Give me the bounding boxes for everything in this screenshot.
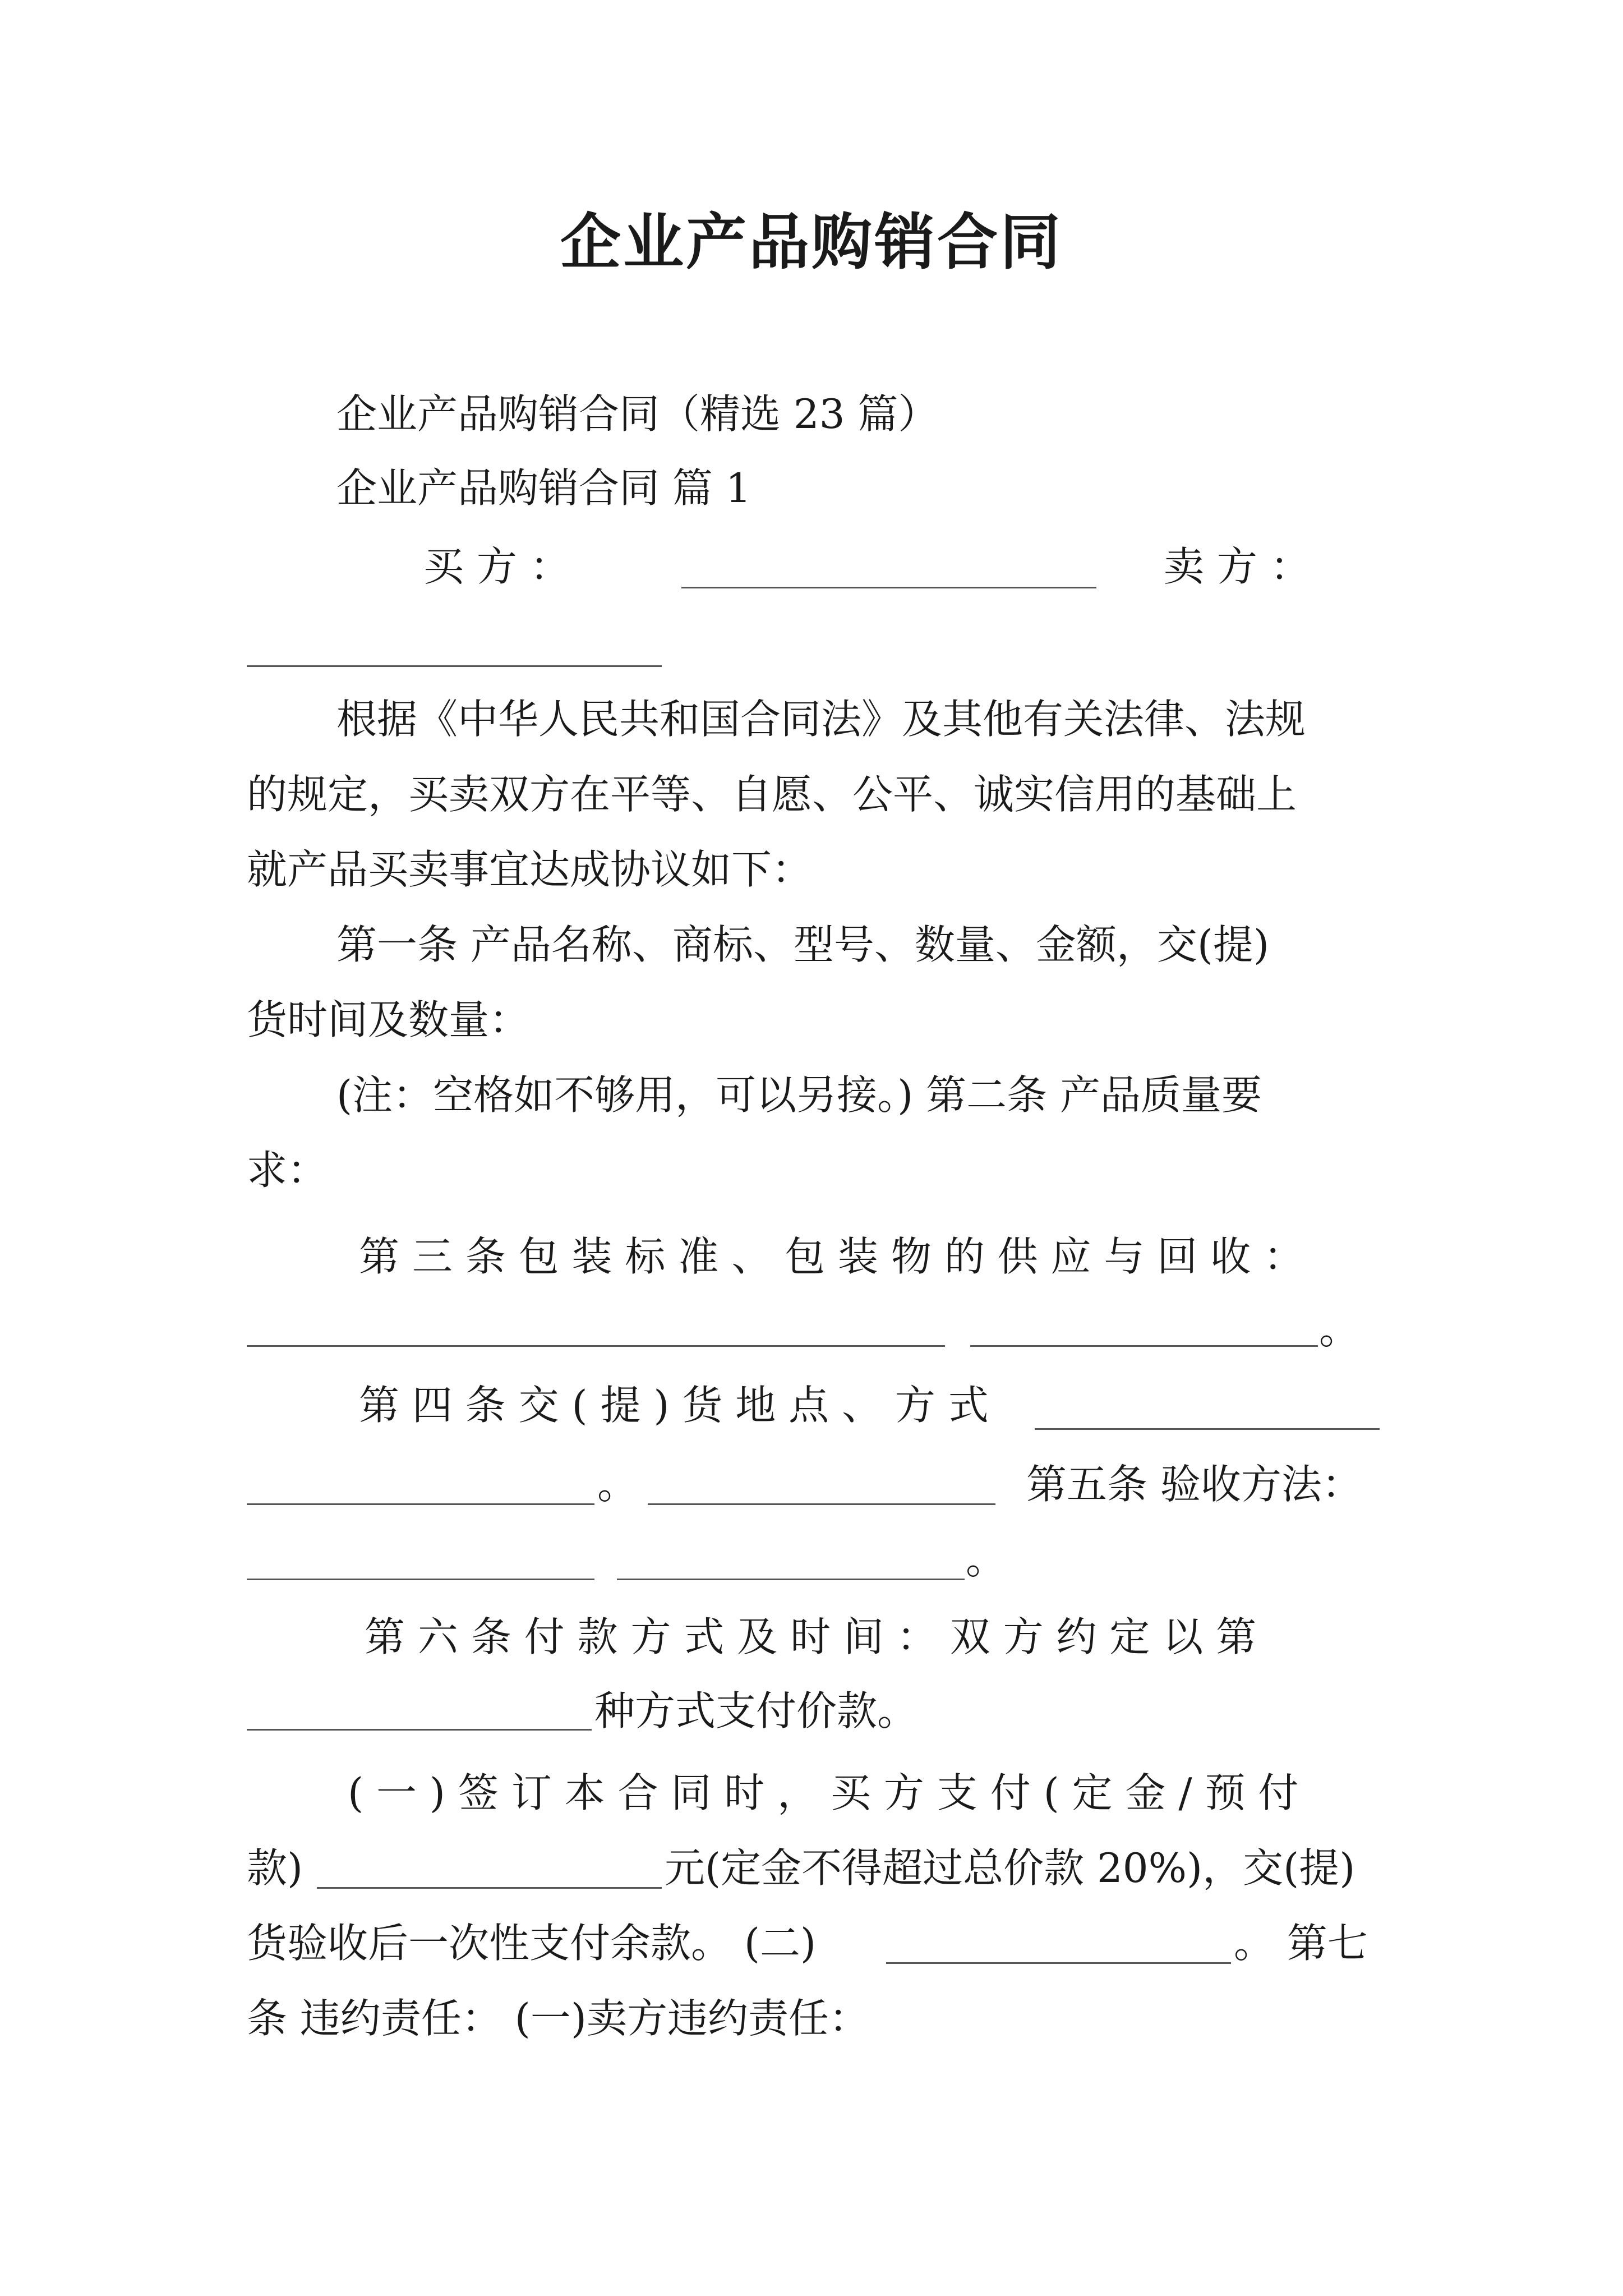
- article5-end: 。: [966, 1536, 1007, 1583]
- seller-name-blank[interactable]: [247, 633, 662, 667]
- payment-line-3-suffix: 。 第七: [1234, 1920, 1368, 1967]
- deposit-amount-blank[interactable]: [317, 1855, 662, 1889]
- payment-line-2-suffix: 元(定金不得超过总价款 20%)，交(提): [665, 1844, 1355, 1892]
- article6-suffix: 种方式支付价款。: [594, 1687, 918, 1734]
- section-heading: 企业产品购销合同 篇 1: [336, 464, 751, 512]
- payment-line-4: 条 违约责任： (一)卖方违约责任：: [247, 1995, 869, 2042]
- payment-line-3-prefix: 货验收后一次性支付余款。 (二): [247, 1920, 817, 1967]
- article3-end: 。: [1319, 1306, 1360, 1353]
- article2-line-1: (注：空格如不够用，可以另接。) 第二条 产品质量要: [336, 1071, 1262, 1119]
- article4-blank-1[interactable]: [1035, 1396, 1380, 1430]
- buyer-label: 买 方 ：: [423, 543, 570, 590]
- article1-line-1: 第一条 产品名称、商标、型号、数量、金额，交(提): [336, 921, 1270, 968]
- payment-line-2-prefix: 款): [247, 1844, 303, 1892]
- article5-text: 第五条 验收方法：: [1026, 1461, 1362, 1508]
- preamble-line-2: 的规定，买卖双方在平等、自愿、公平、诚实信用的基础上: [247, 771, 1297, 818]
- preamble-line-1: 根据《中华人民共和国合同法》及其他有关法律、法规: [336, 696, 1306, 743]
- article1-line-2: 货时间及数量：: [247, 996, 530, 1043]
- seller-label: 卖 方 ：: [1164, 543, 1311, 590]
- payment-method-two-blank[interactable]: [886, 1930, 1231, 1964]
- article5-blank-2[interactable]: [247, 1546, 594, 1580]
- article5-blank-1[interactable]: [648, 1471, 995, 1505]
- buyer-name-blank[interactable]: [681, 554, 1096, 588]
- article4-blank-2[interactable]: [247, 1471, 594, 1505]
- article6-text: 第 六 条 付 款 方 式 及 时 间 ： 双 方 约 定 以 第: [365, 1613, 1257, 1660]
- document-subtitle: 企业产品购销合同（精选 23 篇）: [336, 390, 939, 438]
- article3-text: 第 三 条 包 装 标 准 、 包 装 物 的 供 应 与 回 收 ：: [359, 1233, 1304, 1280]
- article5-blank-3[interactable]: [617, 1546, 965, 1580]
- article3-blank-1[interactable]: [247, 1313, 945, 1347]
- article2-line-2: 求：: [247, 1147, 328, 1194]
- article4-mid: 。: [597, 1461, 638, 1508]
- article3-blank-2[interactable]: [970, 1313, 1318, 1347]
- payment-line-1: ( 一 ) 签 订 本 合 同 时 ， 买 方 支 付 ( 定 金 / 预 付: [348, 1769, 1299, 1816]
- preamble-line-3: 就产品买卖事宜达成协议如下：: [247, 846, 813, 893]
- article4-text: 第 四 条 交 ( 提 ) 货 地 点 、 方 式: [359, 1382, 989, 1429]
- document-title: 企业产品购销合同: [560, 207, 1063, 278]
- article6-blank[interactable]: [247, 1696, 592, 1731]
